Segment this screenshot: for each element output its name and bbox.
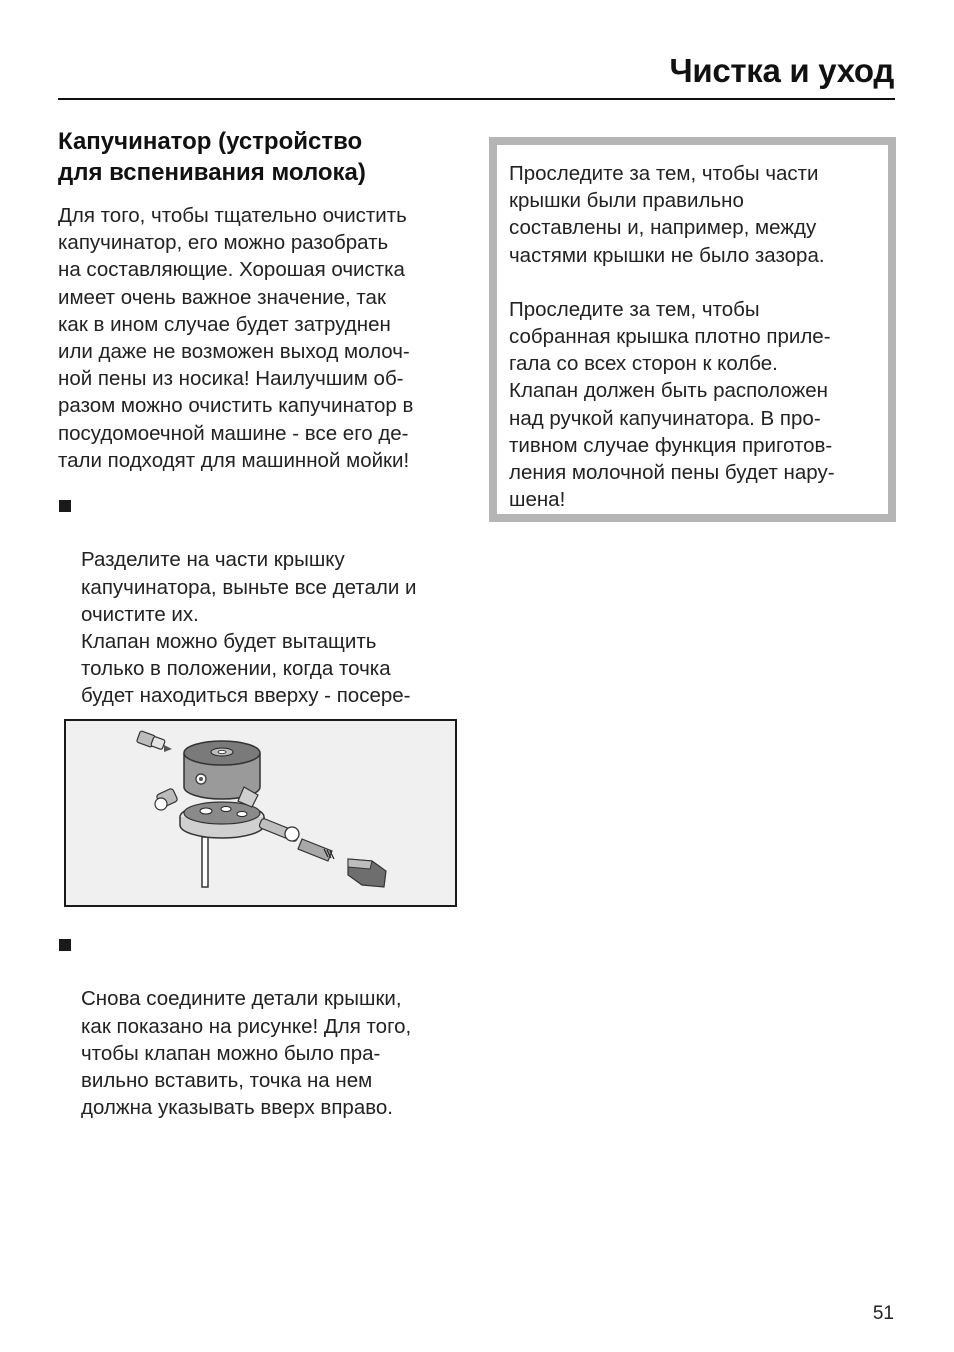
page-header-title: Чистка и уход <box>669 52 894 89</box>
step-text: Разделите на части крышку капучинатора, выньте все детали и очистите их. Клапан можно будет вытащить только в положении, когда точка будет находиться вверху - посере- <box>81 548 417 708</box>
header-divider <box>58 98 895 100</box>
intro-paragraph: Для того, чтобы тщательно очистить капучинатор, его можно разобрать на составляющие. Хорошая очистка имеет очень важное значение, так как в ином случае будет затруднен или даже не возможен выход молоч- ной пены из носика! Наилучшим об- разом можно очистить капучинатор в посудомоечной машине - все его де- тали подходят для машинной мойки! <box>58 204 414 472</box>
step-text: Снова соедините детали крышки, как показано на рисунке! Для того, чтобы клапан можно было пра- вильно вставить, точка на нем должна указывать вверх вправо. <box>81 987 412 1120</box>
step-item <box>58 931 473 1121</box>
cappuccinator-figure <box>64 719 457 907</box>
note-paragraph: Проследите за тем, чтобы собранная крышка плотно приле- гала со всех сторон к колбе. Клапан должен быть расположен над ручкой капучинатора. В про- тивном случае функция приготов- ления молочной пены будет нару- шена! <box>509 297 835 512</box>
note-content <box>497 145 888 514</box>
cappuccinator-exploded-view-icon <box>66 721 455 905</box>
second-step-container <box>58 913 473 1121</box>
section-body <box>58 202 473 764</box>
note-box <box>489 137 896 522</box>
bullet-square-icon <box>59 500 71 512</box>
bullet-square-icon <box>59 939 71 951</box>
section-title: Капучинатор (устройство для вспенивания молока) <box>58 128 366 186</box>
note-paragraph: Проследите за тем, чтобы части крышки были правильно составлены и, например, между частями крышки не было зазора. <box>509 162 825 267</box>
left-column <box>58 126 473 764</box>
page-number: 51 <box>872 1303 894 1324</box>
